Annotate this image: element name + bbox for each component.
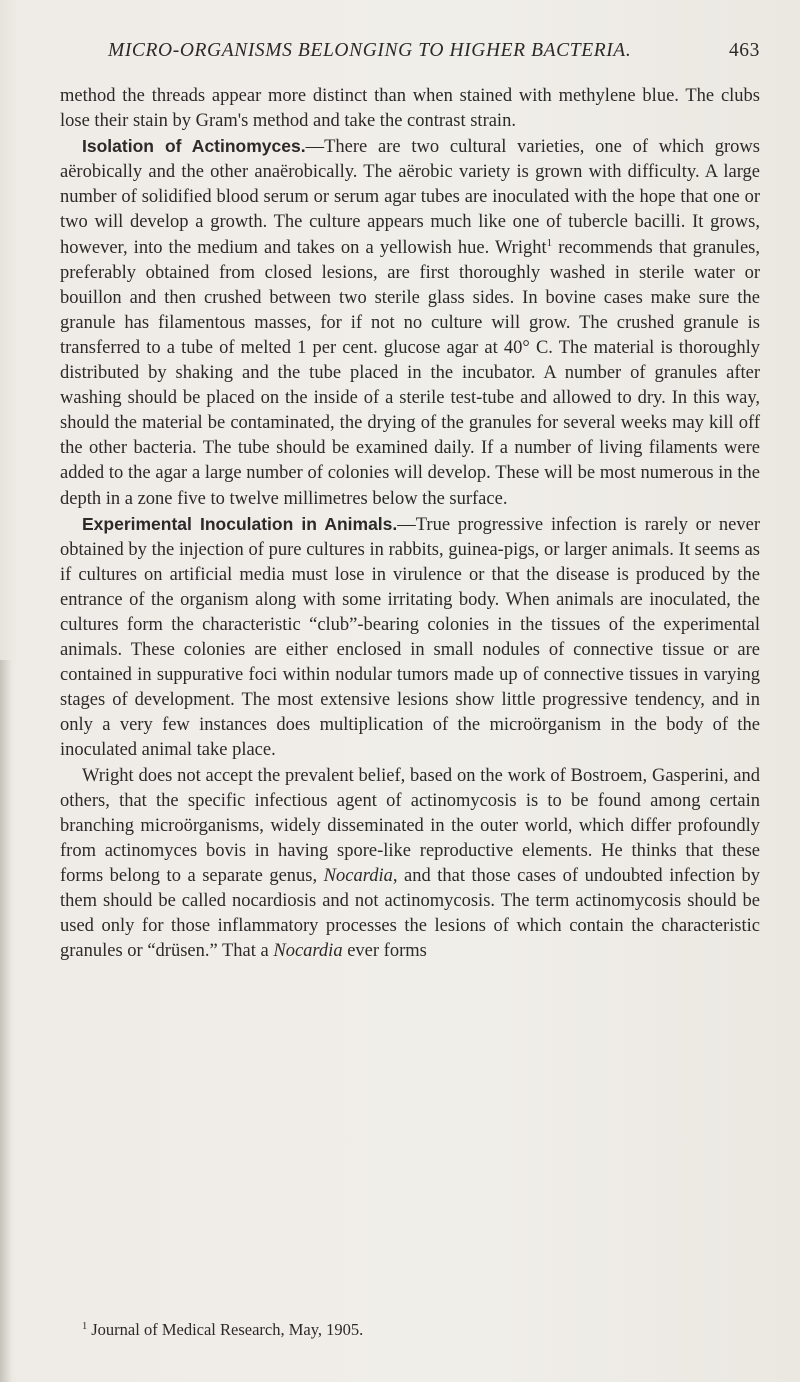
paragraph-text: method the threads appear more distinct than when stained with methylene blue. The clubs lose their stain by Gram's method and take the contrast strain. [60,86,760,132]
running-head: MICRO-ORGANISMS BELONGING TO HIGHER BACTERIA. [108,40,632,61]
section-heading-isolation: Isolation of Actinomyces. [82,136,306,157]
section-heading-experimental-inoculation: Experimental Inoculation in Animals. [82,513,398,534]
genus-name: Nocardia [273,941,343,962]
paragraph-experimental-inoculation [60,512,760,764]
footnote [82,1319,760,1341]
page-binding-shadow [0,660,12,1382]
footnote-reference: 1 [546,236,553,249]
paragraph-text: , and that those cases of undoubted infection by them should be called nocardiosis and not actinomycosis. The term actinomycosis should be used only for those inflammatory processes the lesions of which contain the characteristic granules or “drüsen.” That a [60,865,760,962]
paragraph-continuation [60,84,760,134]
paragraph-text: recommends that granules, preferably obtained from closed lesions, are first thoroughly washed in sterile water or bouillon and then crushed between two sterile glass sides. In bovine cases make sure the granule has filamentous masses, for if not no culture will grow. The crushed granule is transferred to a tube of melted 1 per cent. glucose agar at 40° C. The material is thoroughly distributed by shaking and the tube placed in the incubator. A number of granules after washing should be placed on the inside of a sterile test-tube and allowed to dry. In this way, should the material be contaminated, the drying of the granules for several weeks may kill off the other bacteria. The tube should be examined daily. If a number of living filaments were added to the agar a large number of colonies will develop. These will be most numerous in the depth in a zone five to twelve millimetres below the surface. [60,237,760,509]
page-header [108,40,760,66]
footnote-text: Journal of Medical Research, May, 1905. [91,1320,364,1339]
body-text [60,84,760,964]
paragraph-text: —There are two cultural varieties, one of which grows aërobically and the other anaërobically. The aërobic variety is grown with difficulty. A large number of solidified blood serum or serum agar tubes are inoculated with the hope that one or two will develop a growth. The culture appears much like one of tubercle bacilli. It grows, however, into the medium and takes on a yellowish hue. Wright [60,137,760,258]
paragraph-wright [60,764,760,965]
page-number: 463 [728,40,760,61]
paragraph-text: ever forms [342,941,427,962]
paragraph-text: —True progressive infection is rarely or never obtained by the injection of pure cultures in rabbits, guinea-pigs, or larger animals. It seems as if cultures on artificial media must lose in virulence or that the disease is produced by the entrance of the organism along with some irritating body. When animals are inoculated, the cultures form the characteristic “club”-bearing colonies in the tissues of the experimental animals. These colonies are either enclosed in small nodules of connective tissue or are contained in suppurative foci within nodular tumors made up of connective tissues in varying stages of development. The most extensive lesions show little progressive tendency, and in only a very few instances does multiplication of the microörganism in the body of the inoculated animal take place. [60,514,760,761]
paragraph-text: Wright does not accept the prevalent belief, based on the work of Bostroem, Gasperini, and others, that the specific infectious agent of actinomycosis is to be found among certain branching microörganisms, widely disseminated in the outer world, which differ profoundly from actinomyces bovis in having spore-like reproductive elements. He thinks that these forms belong to a separate genus, [60,765,760,886]
genus-name: Nocardia [323,865,393,886]
footnote-marker: 1 [82,1321,88,1332]
paragraph-isolation [60,134,760,511]
